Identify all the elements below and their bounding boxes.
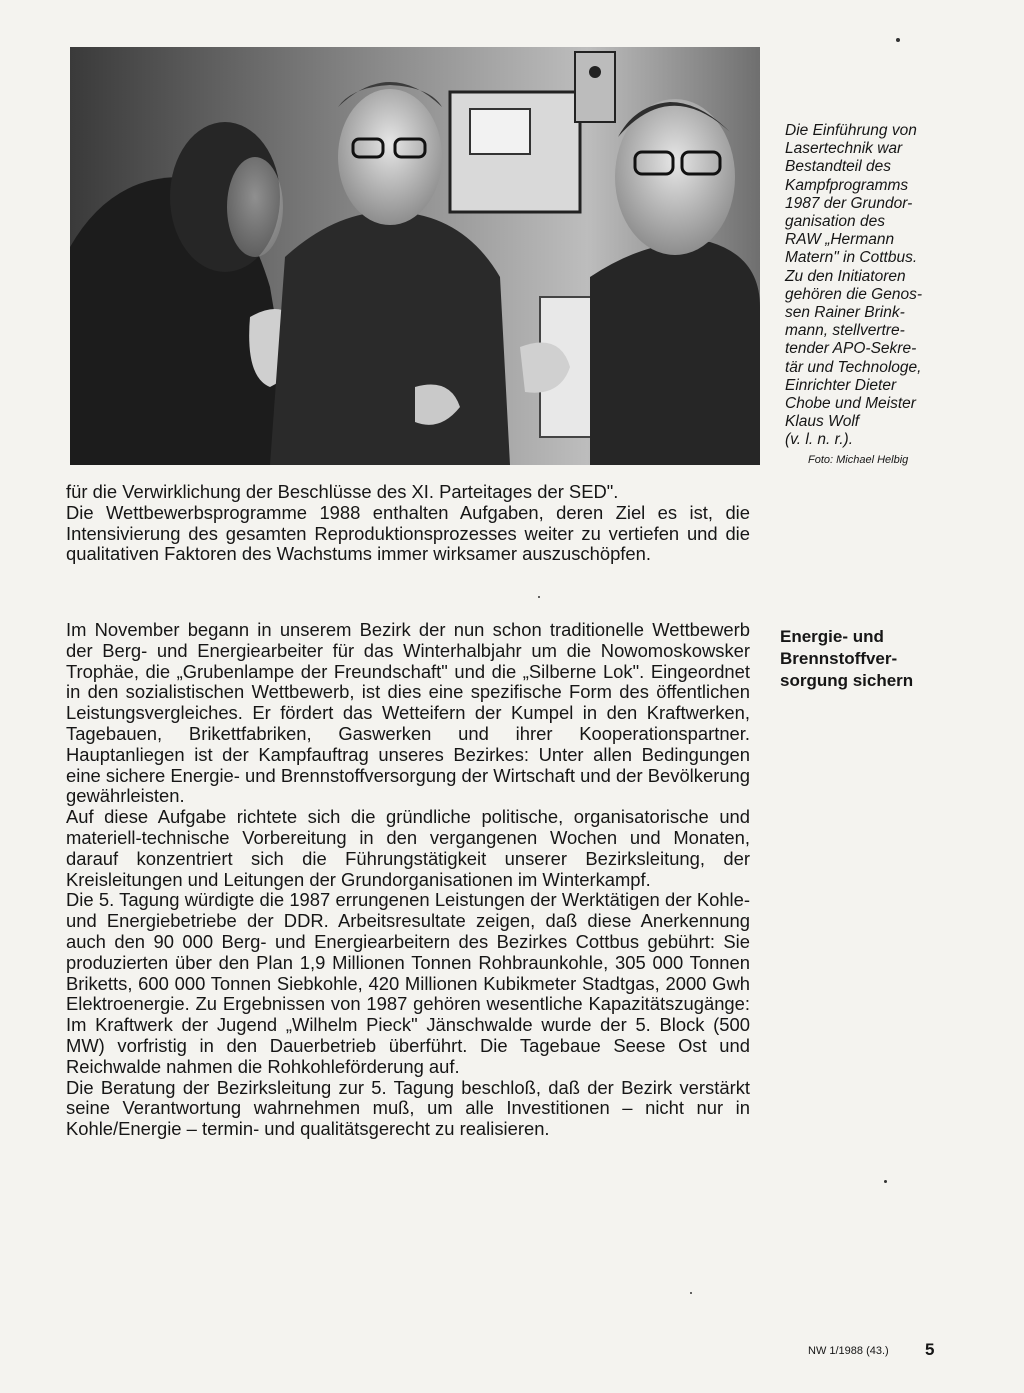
- page-number: 5: [925, 1340, 935, 1359]
- caption-line: Bestandteil des: [785, 158, 891, 176]
- caption-line: tär und Technologe,: [785, 358, 922, 376]
- scan-speck: [884, 1180, 887, 1183]
- caption-line: Kampfprogramms: [785, 176, 909, 194]
- caption-line: Zu den Initiatoren: [785, 267, 906, 285]
- caption-line: Lasertechnik war: [785, 140, 903, 158]
- intro-paragraph: für die Verwirklichung der Beschlüsse des XI. Parteitages der SED".: [66, 481, 619, 502]
- section-body: [66, 620, 750, 1140]
- intro-paragraph: Die Wettbewerbsprogramme 1988 enthalten Aufgaben, deren Ziel es ist, die Intensivierung des gesamten Reproduktionsprozesses weiter zu vertiefen und die qualitativen Faktoren des Wachstums immer wirksamer auszuschöpfen.: [66, 501, 750, 565]
- caption-line: 1987 der Grundor-: [785, 194, 913, 212]
- scan-speck: [538, 596, 540, 598]
- caption-line: tender APO-Sekre-: [785, 340, 917, 358]
- heading-line: Energie- und: [780, 627, 884, 646]
- caption-line: gehören die Genos-: [785, 285, 923, 303]
- body-paragraph: Im November begann in unserem Bezirk der nun schon traditionelle Wettbewerb der Berg- und Energiearbeiter für das Winterhalbjahr um die Nowomoskowsker Trophäe, die „Grubenlampe der Freundschaft" und die „Silberne Lok". Eingeordnet in den sozialistischen Wettbewerb, ist dies eine spezifische Form des öffentlichen Leistungsvergleiches. Er fördert das Wetteifern der Kumpel in den Kraftwerken, Tagebauen, Brikettfabriken, Gaswerken und ihrer Kooperationspartner. Hauptanliegen ist der Kampfauftrag unseres Bezirkes: Unter allen Bedingungen eine sichere Energie- und Brennstoffversorgung der Wirtschaft und der Bevölkerung gewährleisten.: [66, 619, 750, 807]
- scan-speck: [896, 38, 900, 42]
- photo: [70, 47, 760, 465]
- scan-speck: [690, 1292, 692, 1294]
- photo-illustration: [70, 47, 760, 465]
- caption-line: Die Einführung von: [785, 122, 917, 139]
- caption-line: (v. l. n. r.).: [785, 431, 854, 449]
- body-paragraph: Die Beratung der Bezirksleitung zur 5. Tagung beschloß, daß der Bezirk verstärkt seine Verantwortung wahrnehmen muß, um alle Investitionen – nicht nur in Kohle/Energie – termin- und qualitätsgerecht zu realisieren.: [66, 1076, 750, 1140]
- caption-line: Chobe und Meister: [785, 395, 916, 413]
- photo-caption: [785, 122, 960, 450]
- section-heading: [780, 626, 950, 692]
- heading-line: sorgung sichern: [780, 671, 914, 690]
- body-paragraph: Die 5. Tagung würdigte die 1987 errungenen Leistungen der Werktätigen der Kohle- und Energiebetriebe der DDR. Arbeitsresultate zeigen, daß diese Anerkennung auch den 90 000 Berg- und Energiearbeitern des Bezirkes Cottbus gebührt: Sie produzierten über den Plan 1,9 Millionen Tonnen Rohbraunkohle, 305 000 Tonnen Briketts, 600 000 Tonnen Siebkohle, 420 Millionen Kubikmeter Stadtgas, 2000 Gwh Elektroenergie. Zu Ergebnissen von 1987 gehören wesentliche Kapazitätszugänge: Im Kraftwerk der Jugend „Wilhelm Pieck" Jänschwalde wurde der 5. Block (500 MW) vorfristig in den Dauerbetrieb überführt. Die Tagebaue Seese Ost und Reichwalde nahmen die Rohkohleförderung auf.: [66, 889, 750, 1077]
- caption-line: Einrichter Dieter: [785, 376, 897, 394]
- caption-line: ganisation des: [785, 213, 885, 231]
- caption-line: Klaus Wolf: [785, 413, 860, 431]
- heading-line: Brennstoffver-: [780, 649, 898, 668]
- body-paragraph: Auf diese Aufgabe richtete sich die gründliche politische, organisatorische und materiell-technische Vorbereitung in den vergangenen Wochen und Monaten, darauf konzentriert sich die Führungstätigkeit unserer Bezirksleitung, der Kreisleitungen und Leitungen der Grundorganisationen im Winterkampf.: [66, 806, 750, 890]
- issue-reference: NW 1/1988 (43.): [808, 1345, 889, 1357]
- photo-credit: Foto: Michael Helbig: [808, 454, 909, 466]
- caption-line: RAW „Hermann: [785, 231, 895, 249]
- caption-line: sen Rainer Brink-: [785, 304, 905, 322]
- caption-line: mann, stellvertre-: [785, 322, 905, 340]
- intro-text: [66, 482, 750, 565]
- caption-line: Matern" in Cottbus.: [785, 249, 918, 267]
